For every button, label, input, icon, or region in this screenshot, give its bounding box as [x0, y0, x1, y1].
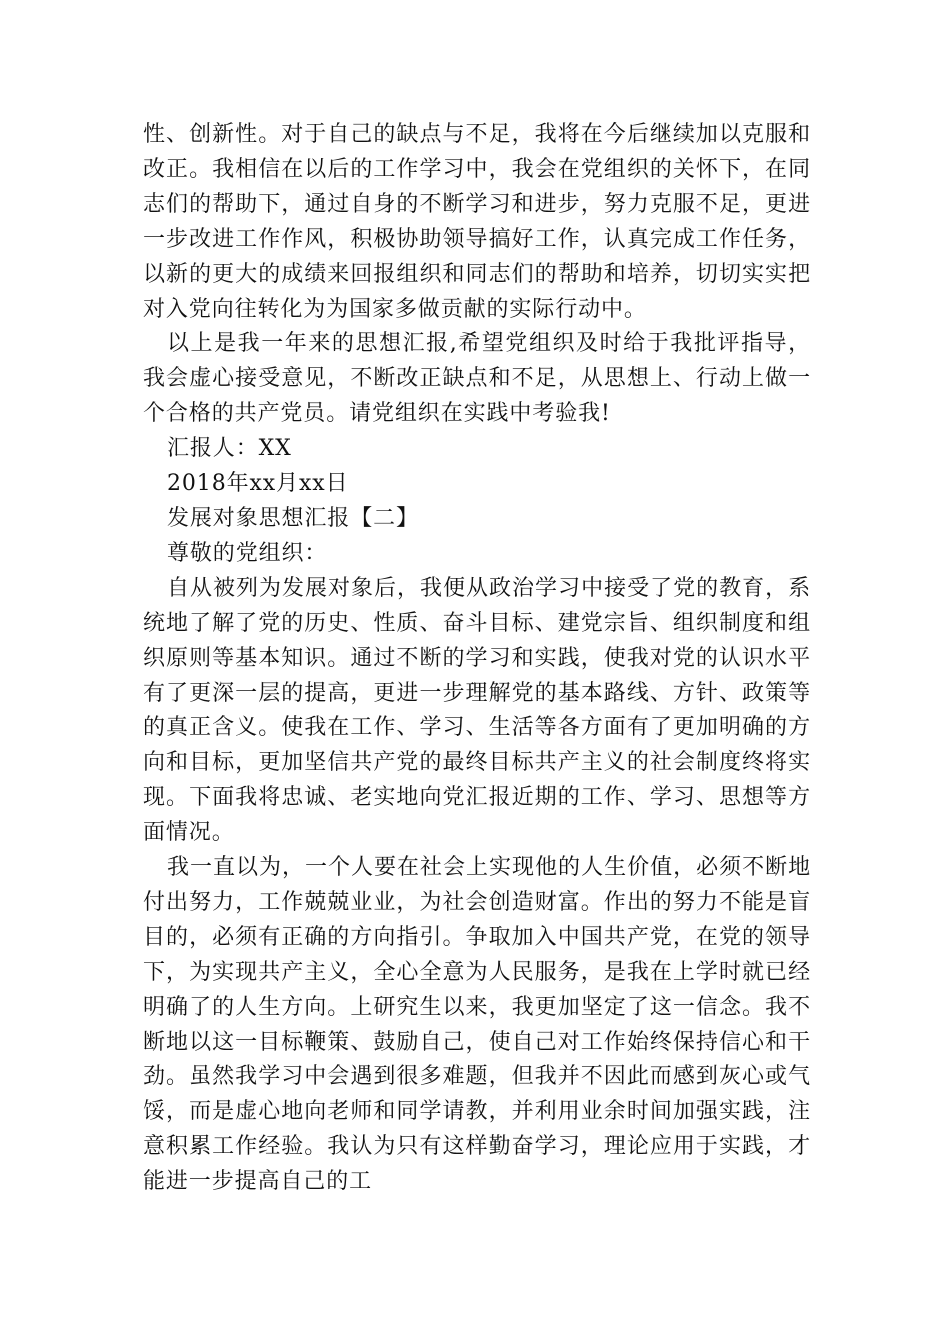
paragraph-closing-statement: 以上是我一年来的思想汇报,希望党组织及时给于我批评指导，我会虚心接受意见，不断改正缺点和不足，从思想上、行动上做一个合格的共产党员。请党组织在实践中考验我! — [143, 331, 811, 427]
report-date: 2018年xx月xx日 — [167, 471, 349, 497]
document-body — [143, 118, 811, 1200]
salutation: 尊敬的党组织： — [167, 540, 328, 566]
reporter-signature: 汇报人：XX — [167, 436, 292, 462]
paragraph-body: 自从被列为发展对象后，我便从政治学习中接受了党的教育，系统地了解了党的历史、性质、奋斗目标、建党宗旨、组织制度和组织原则等基本知识。通过不断的学习和实践，使我对党的认识水平有了更深一层的提高，更进一步理解党的基本路线、方针、政策等的真正含义。使我在工作、学习、生活等各方面有了更加明确的方向和目标，更加坚信共产党的最终目标共产主义的社会制度终将实现。下面我将忠诚、老实地向党汇报近期的工作、学习、思想等方面情况。 — [143, 575, 811, 846]
section-heading: 发展对象思想汇报【二】 — [167, 505, 419, 531]
paragraph-body: 我一直以为，一个人要在社会上实现他的人生价值，必须不断地付出努力，工作兢兢业业，为社会创造财富。作出的努力不能是盲目的，必须有正确的方向指引。争取加入中国共产党，在党的领导下，为实现共产主义，全心全意为人民服务，是我在上学时就已经明确了的人生方向。上研究生以来，我更加坚定了这一信念。我不断地以这一目标鞭策、鼓励自己，使自己对工作始终保持信心和干劲。虽然我学习中会遇到很多难题，但我并不因此而感到灰心或气馁，而是虚心地向老师和同学请教，并利用业余时间加强实践，注意积累工作经验。我认为只有这样勤奋学习，理论应用于实践，才能进一步提高自己的工 — [143, 855, 811, 1195]
paragraph-continuation: 性、创新性。对于自己的缺点与不足，我将在今后继续加以克服和改正。我相信在以后的工作学习中，我会在党组织的关怀下，在同志们的帮助下，通过自身的不断学习和进步，努力克服不足，更进一步改进工作作风，积极协助领导搞好工作，认真完成工作任务，以新的更大的成绩来回报组织和同志们的帮助和培养，切切实实把对入党向往转化为为国家多做贡献的实际行动中。 — [143, 122, 811, 322]
